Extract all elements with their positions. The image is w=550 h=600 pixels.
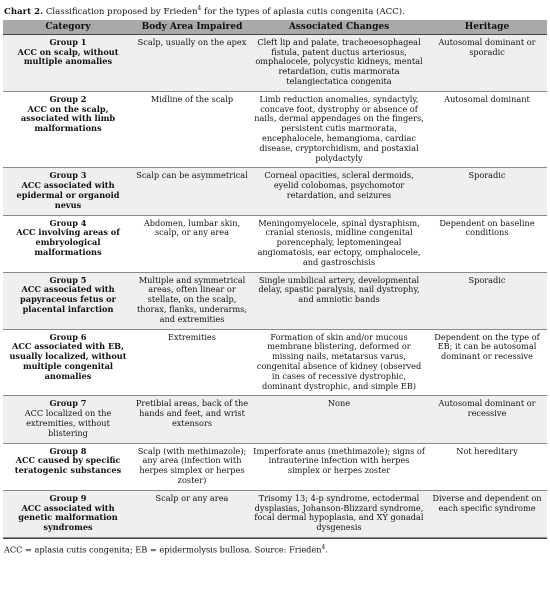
cell-heritage: Sporadic xyxy=(427,272,547,329)
cell-associated-changes: Single umbilical artery, developmental delay, spastic paralysis, nail dystrophy, and amniotic bands xyxy=(251,272,427,329)
cell-category xyxy=(3,443,133,490)
footnote-ref: 4 xyxy=(321,543,326,551)
cell-heritage: Dependent on the type of EB; it can be autosomal dominant or recessive xyxy=(427,329,547,396)
cell-heritage: Diverse and dependent on each specific syndrome xyxy=(427,490,547,537)
group-description: ACC involving areas of embryological malformations xyxy=(16,227,120,257)
footnote-end: . xyxy=(325,544,328,555)
cell-body-area: Midline of the scalp xyxy=(133,91,251,168)
group-name: Group 4 xyxy=(49,217,87,228)
table-row xyxy=(3,168,547,215)
group-name: Group 3 xyxy=(49,170,87,181)
header-body-area: Body Area Impaired xyxy=(133,20,251,35)
table-caption xyxy=(4,3,547,18)
cell-associated-changes: Trisomy 13; 4-p syndrome, ectodermal dysplasias, Johanson-Blizzard syndrome, focal dermal hypoplasia, and XY gonadal dysgenesis xyxy=(251,490,427,537)
cell-body-area: Extremities xyxy=(133,329,251,396)
cell-category xyxy=(3,329,133,396)
caption-label: Chart 2. xyxy=(4,6,44,17)
footnote-text: ACC = aplasia cutis congenita; EB = epidermolysis bullosa. Source: Frieden xyxy=(4,544,322,555)
group-name: Group 8 xyxy=(49,445,87,456)
table-row xyxy=(3,329,547,396)
table-footnote xyxy=(3,538,547,559)
cell-heritage: Sporadic xyxy=(427,168,547,215)
cell-body-area: Scalp can be asymmetrical xyxy=(133,168,251,215)
cell-body-area: Abdomen, lumbar skin, scalp, or any area xyxy=(133,215,251,272)
caption-text: Classification proposed by Frieden xyxy=(45,6,198,17)
cell-associated-changes: Imperforate anus (methimazole); signs of intrauterine infection with herpes simplex or herpes zoster xyxy=(251,443,427,490)
table-row xyxy=(3,34,547,91)
caption-ref: 4 xyxy=(197,5,202,12)
caption-text-2: for the types of aplasia cutis congenita (ACC). xyxy=(201,6,405,17)
cell-category xyxy=(3,490,133,537)
group-description: ACC caused by specific teratogenic substances xyxy=(14,455,122,476)
cell-body-area: Scalp or any area xyxy=(133,490,251,537)
header-category: Category xyxy=(3,20,133,35)
group-name: Group 9 xyxy=(49,492,87,503)
header-heritage: Heritage xyxy=(427,20,547,35)
table-body xyxy=(3,34,547,537)
cell-associated-changes: Limb reduction anomalies, syndactyly, concave foot, dystrophy or absence of nails, dermal appendages on the fingers, persistent cutis marmorata, encephalocele, hemangioma, cardiac disease, cryptorchidism, and postaxial polydactyly xyxy=(251,91,427,168)
group-description: ACC on the scalp, associated with limb malformations xyxy=(20,103,116,134)
cell-associated-changes: Formation of skin and/or mucous membrane blistering, deformed or missing nails, metatarsus varus, congenital absence of kidney (observed in cases of recessive dystrophic, dominant dystrophic, and simple EB) xyxy=(251,329,427,396)
table-row xyxy=(3,272,547,329)
cell-category xyxy=(3,272,133,329)
cell-category xyxy=(3,168,133,215)
cell-category xyxy=(3,34,133,91)
cell-body-area: Pretibial areas, back of the hands and feet, and wrist extensors xyxy=(133,396,251,443)
cell-associated-changes: Meningomyelocele, spinal dysraphism, cranial stenosis, midline congenital porencephaly, leptomeningeal angiomatosis, ear ectopy, omphalocele, and gastroschisis xyxy=(251,215,427,272)
cell-heritage: Autosomal dominant xyxy=(427,91,547,168)
group-name: Group 7 xyxy=(49,398,87,409)
cell-heritage: Autosomal dominant or recessive xyxy=(427,396,547,443)
table-row xyxy=(3,490,547,537)
group-description: ACC associated with epidermal or organoid nevus xyxy=(16,180,120,210)
table-header-row xyxy=(3,20,547,35)
group-name: Group 2 xyxy=(49,93,87,104)
cell-body-area: Scalp, usually on the apex xyxy=(133,34,251,91)
group-description: ACC associated with papyraceous fetus or placental infarction xyxy=(20,284,116,314)
group-name: Group 6 xyxy=(49,331,87,342)
group-description: ACC associated with EB, usually localized, without multiple congenital anomalies xyxy=(9,341,127,381)
classification-table xyxy=(3,20,547,538)
table-row xyxy=(3,396,547,443)
cell-associated-changes: Corneal opacities, scleral dermoids, eyelid colobomas, psychomotor retardation, and seizures xyxy=(251,168,427,215)
table-row xyxy=(3,215,547,272)
cell-category xyxy=(3,215,133,272)
cell-heritage: Not hereditary xyxy=(427,443,547,490)
cell-category xyxy=(3,91,133,168)
table-row xyxy=(3,91,547,168)
group-description: ACC on scalp, without multiple anomalies xyxy=(17,46,119,67)
group-name: Group 1 xyxy=(49,36,87,47)
cell-heritage: Autosomal dominant or sporadic xyxy=(427,34,547,91)
cell-body-area: Scalp (with methimazole); any area (infection with herpes simplex or herpes zoster) xyxy=(133,443,251,490)
group-description: ACC localized on the extremities, without blistering xyxy=(24,408,112,438)
header-associated-changes: Associated Changes xyxy=(251,20,427,35)
cell-body-area: Multiple and symmetrical areas, often linear or stellate, on the scalp, thorax, flanks, underarms, and extremities xyxy=(133,272,251,329)
group-description: ACC associated with genetic malformation syndromes xyxy=(18,502,118,533)
group-name: Group 5 xyxy=(49,274,87,285)
cell-category xyxy=(3,396,133,443)
cell-associated-changes: Cleft lip and palate, tracheoesophageal fistula, patent ductus arteriosus, omphalocele, polycystic kidneys, mental retardation, cutis marmorata telangiectatica congenita xyxy=(251,34,427,91)
cell-heritage: Dependent on baseline conditions xyxy=(427,215,547,272)
cell-associated-changes: None xyxy=(251,396,427,443)
table-row xyxy=(3,443,547,490)
